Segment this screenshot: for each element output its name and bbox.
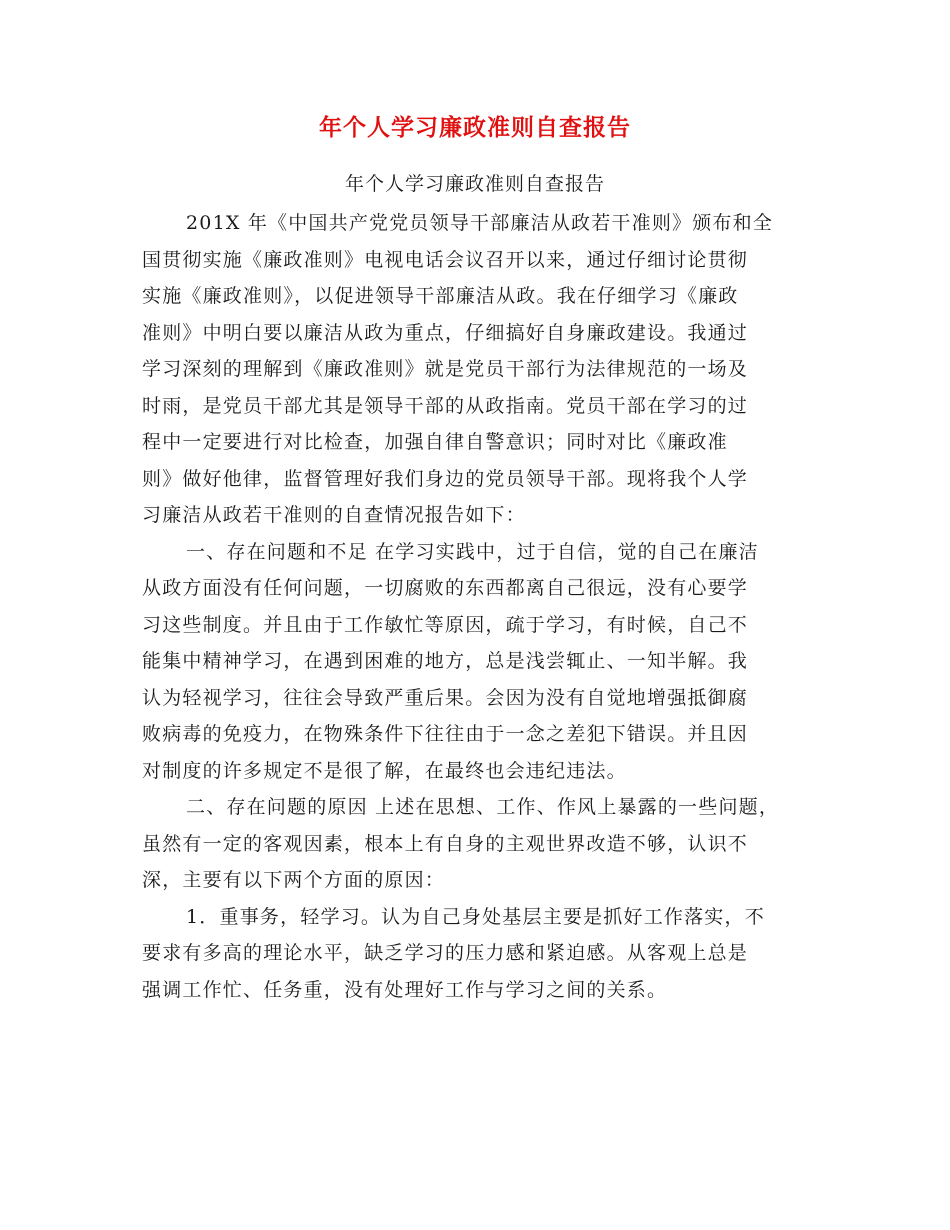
document-subtitle: 年个人学习廉政准则自查报告 [344,173,605,195]
body-line: 习这些制度。并且由于工作敏忙等原因，疏于学习，有时候，自己不 [142,613,749,636]
body-line: 一、存在问题和不足 在学习实践中，过于自信，觉的自己在廉洁 [186,540,759,563]
body-line: 深，主要有以下两个方面的原因： [142,869,446,891]
body-line: 201X 年《中国共产党党员领导干部廉洁从政若干准则》颁布和全 [186,212,774,234]
document-body [142,205,810,1008]
body-line: 国贯彻实施《廉政准则》电视电话会议召开以来，通过仔细讨论贯彻 [142,248,749,271]
body-line: 强调工作忙、任务重，没有处理好工作与学习之间的关系。 [142,978,668,1001]
body-line: 败病毒的免疫力，在物殊条件下往往由于一念之差犯下错误。并且因 [142,723,749,745]
body-line: 时雨，是党员干部尤其是领导干部的从政指南。党员干部在学习的过 [142,394,749,417]
body-line: 从政方面没有任何问题，一切腐败的东西都离自己很远，没有心要学 [142,577,749,599]
body-line: 虽然有一定的客观因素，根本上有自身的主观世界改造不够，认识不 [142,832,749,855]
body-line: 则》做好他律，监督管理好我们身边的党员领导干部。现将我个人学 [142,467,749,490]
body-line: 对制度的许多规定不是很了解，在最终也会违纪违法。 [142,759,627,782]
body-line: 实施《廉政准则》，以促进领导干部廉洁从政。我在仔细学习《廉政 [142,285,739,307]
body-line: 二、存在问题的原因 上述在思想、工作、作风上暴露的一些问题， [186,796,780,818]
document-title: 年个人学习廉政准则自查报告 [319,114,631,141]
body-line: 认为轻视学习，往往会导致严重后果。会因为没有自觉地增强抵御腐 [142,686,749,709]
body-line: 习廉洁从政若干准则的自查情况报告如下： [142,504,526,526]
body-line: 要求有多高的理论水平，缺乏学习的压力感和紧迫感。从客观上总是 [142,942,749,964]
body-line: 能集中精神学习，在遇到困难的地方，总是浅尝辄止、一知半解。我 [142,650,749,672]
body-line: 学习深刻的理解到《廉政准则》就是党员干部行为法律规范的一场及 [142,358,749,380]
body-line: 1．重事务，轻学习。认为自己身处基层主要是抓好工作落实，不 [186,905,765,928]
body-line: 准则》中明白要以廉洁从政为重点，仔细搞好自身廉政建设。我通过 [142,321,749,344]
body-line: 程中一定要进行对比检查，加强自律自警意识；同时对比《廉政准 [142,431,728,453]
